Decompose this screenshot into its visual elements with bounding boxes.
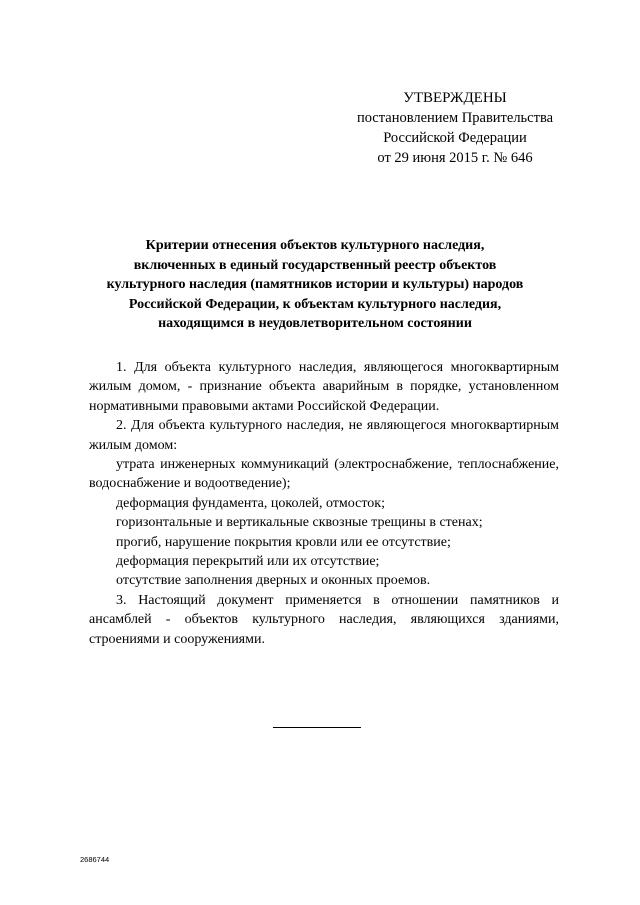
approval-title: УТВЕРЖДЕНЫ: [403, 90, 507, 106]
document-title-line: находящимся в неудовлетворительном состоянии: [158, 316, 472, 331]
document-title-line: включенных в единый государственный реестр объектов: [133, 257, 497, 273]
paragraph-1: 1. Для объекта культурного наследия, являющегося многоквартирным жилым домом, - признание объекта аварийным в порядке, установленном нормативными правовыми актами Российской Федерации.: [89, 360, 559, 414]
approval-line-2: Российской Федерации: [383, 130, 527, 146]
list-item: горизонтальные и вертикальные сквозные трещины в стенах;: [116, 515, 483, 531]
document-title-line: культурного наследия (памятников истории и культуры) народов: [106, 277, 524, 292]
list-item: утрата инженерных коммуникаций (электроснабжение, теплоснабжение, водоснабжение и водоотведение);: [89, 457, 559, 492]
list-item: деформация перекрытий или их отсутствие;: [116, 554, 380, 570]
paragraph-3: 3. Настоящий документ применяется в отношении памятников и ансамблей - объектов культурного наследия, являющихся зданиями, строениями и сооружениями.: [89, 592, 559, 647]
paragraph-2: 2. Для объекта культурного наследия, не являющегося многоквартирным жилым домом:: [89, 418, 559, 453]
document-title-line: Критерии отнесения объектов культурного наследия,: [145, 238, 485, 253]
approval-block: [330, 88, 580, 168]
list-item: отсутствие заполнения дверных и оконных проемов.: [116, 573, 431, 589]
document-title-line: Российской Федерации, к объектам культурного наследия,: [128, 296, 502, 312]
end-divider: [273, 727, 361, 728]
list-item: деформация фундамента, цоколей, отмосток;: [116, 495, 385, 511]
document-number: 2686744: [80, 855, 110, 864]
approval-line-1: постановлением Правительства: [356, 110, 554, 126]
approval-line-3: от 29 июня 2015 г. № 646: [377, 150, 533, 166]
document-title: [70, 236, 560, 334]
list-item: прогиб, нарушение покрытия кровли или ее отсутствие;: [116, 534, 451, 550]
document-body: [89, 358, 559, 649]
